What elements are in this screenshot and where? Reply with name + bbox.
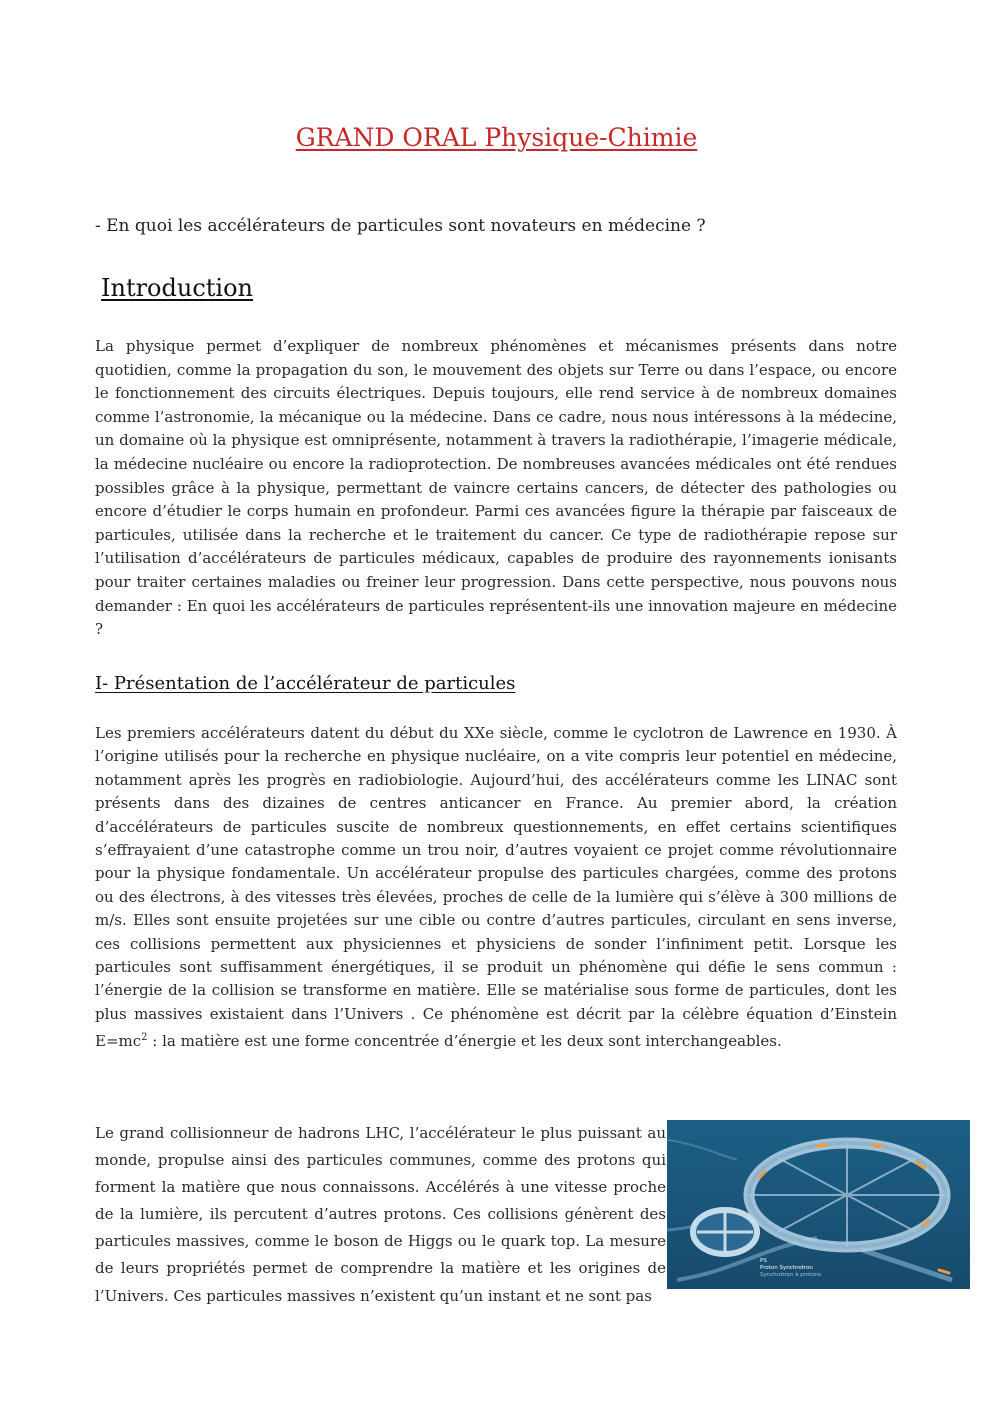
caption-name: Proton Synchrotron xyxy=(760,1265,813,1271)
problem-question: - En quoi les accélérateurs de particules sont novateurs en médecine ? xyxy=(95,216,706,236)
section1-paragraph-tail: : la matière est une forme concentrée d’énergie et les deux sont interchangeables. xyxy=(147,1032,782,1051)
introduction-paragraph: La physique permet d’expliquer de nombreux phénomènes et mécanismes présents dans notre quotidien, comme la propagation du son, le mouvement des objets sur Terre ou dans l’espace, ou encore le fonctionnement des circuits électriques. Depuis toujours, elle rend service à de nombreux domaines comme l’astronomie, la mécanique ou la médecine. Dans ce cadre, nous nous intéressons à la médecine, un domaine où la physique est omniprésente, notamment à travers la radiothérapie, l’imagerie médicale, la médecine nucléaire ou encore la radioprotection. De nombreuses avancées médicales ont été rendues possibles grâce à la physique, permettant de vaincre certains cancers, de détecter des pathologies ou encore d’étudier le corps humain en profondeur. Parmi ces avancées figure la thérapie par faisceaux de particules, utilisée dans la recherche et le traitement du cancer. Ce type de radiothérapie repose sur l’utilisation d’accélérateurs de particules médicaux, capables de produire des rayonnements ionisants pour traiter certaines maladies ou freiner leur progression. Dans cette perspective, nous pouvons nous demander : En quoi les accélérateurs de particules représentent-ils une innovation majeure en médecine ? xyxy=(95,337,897,639)
section1-paragraph-2: Le grand collisionneur de hadrons LHC, l’accélérateur le plus puissant au monde, propulse ainsi des particules communes, comme des protons qui forment la matière que nous connaissons. Accélérés à une vitesse proche de la lumière, ils percutent d’autres protons. Ces collisions génèrent des particules massives, comme le boson de Higgs ou le quark top. La mesure de leurs propriétés permet de comprendre la matière et les origines de l’Univers. Ces particules massives n’existent qu’un instant et ne sont pas xyxy=(95,1124,666,1305)
caption-code: PS xyxy=(760,1258,767,1264)
proton-synchrotron-image xyxy=(667,1120,970,1289)
figure-caption xyxy=(760,1258,821,1279)
superscript-exponent: 2 xyxy=(141,1032,148,1044)
section1-paragraph xyxy=(95,722,897,1054)
introduction-heading: Introduction xyxy=(101,274,253,302)
document-title: GRAND ORAL Physique-Chimie xyxy=(295,123,698,152)
section1-paragraph-text: Les premiers accélérateurs datent du début du XXe siècle, comme le cyclotron de Lawrence en 1930. À l’origine utilisés pour la recherche en physique nucléaire, on a vite compris leur potentiel en médecine, notamment après les progrès en radiobiologie. Aujourd’hui, des accélérateurs comme les LINAC sont présents dans des dizaines de centres anticancer en France. Au premier abord, la création d’accélérateurs de particules suscite de nombreux questionnements, en effet certains scientifiques s’effrayaient d’une catastrophe comme un trou noir, d’autres voyaient ce projet comme révolutionnaire pour la physique fondamentale. Un accélérateur propulse des particules chargées, comme des protons ou des électrons, à des vitesses très élevées, proches de celle de la lumière qui s’élève à 300 millions de m/s. Elles sont ensuite projetées sur une cible ou contre d’autres particules, circulant en sens inverse, ces collisions permettent aux physiciennes et physiciens de sonder l’infiniment petit. Lorsque les particules sont suffisamment énergétiques, il se produit un phénomène qui défie le sens commun : l’énergie de la collision se transforme en matière. Elle se matérialise sous forme de particules, dont les plus massives existaient dans l’Univers . Ce phénomène est décrit par la célèbre équation d’Einstein E=mc xyxy=(95,724,897,1051)
section1-heading: I- Présentation de l’accélérateur de particules xyxy=(95,673,516,694)
caption-french: Synchrotron à protons xyxy=(760,1272,822,1278)
